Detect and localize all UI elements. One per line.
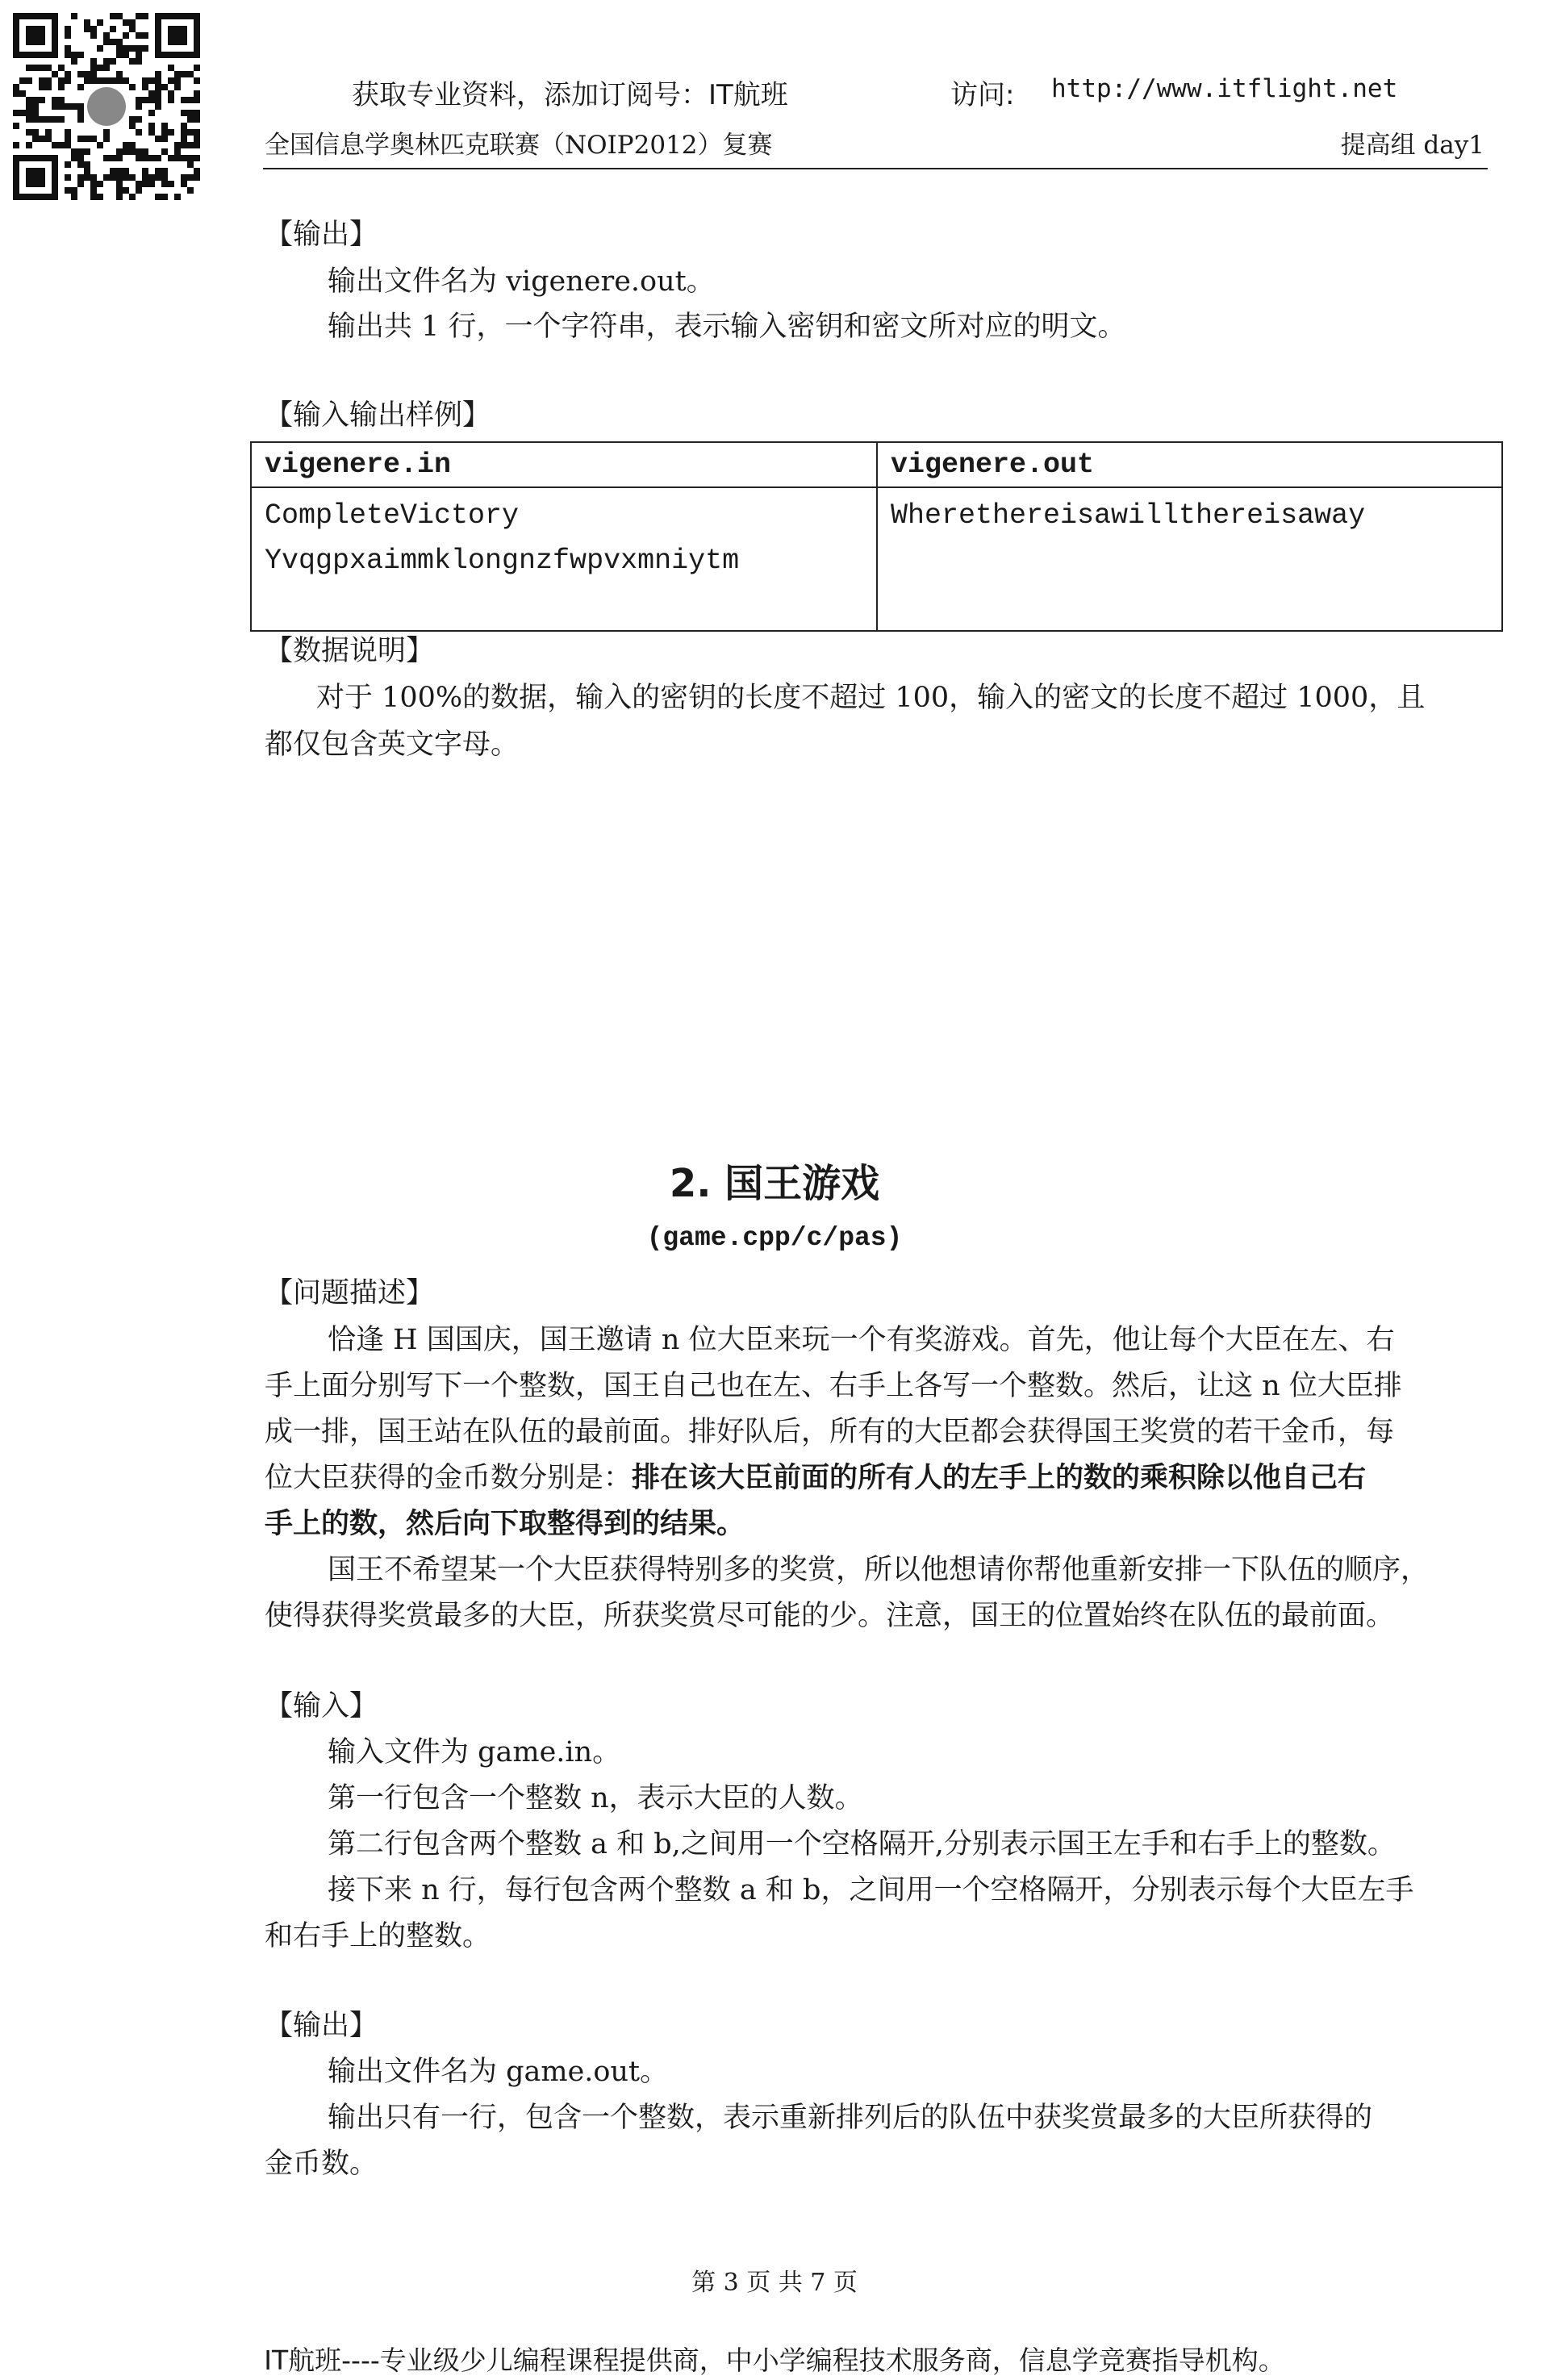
output-line: 输出文件名为 game.out。 — [328, 2056, 669, 2088]
input-line: 第一行包含一个整数 n，表示大臣的人数。 — [328, 1782, 863, 1814]
output-heading: 【输出】 — [265, 2010, 378, 2042]
description-line: 恰逢 H 国国庆，国王邀请 n 位大臣来玩一个有奖游戏。首先，他让每个大臣在左、右 — [328, 1324, 1395, 1356]
sample-output-line: Wherethereisawillthereisaway — [891, 499, 1366, 532]
output-line: 输出文件名为 vigenere.out。 — [328, 265, 715, 298]
description-line — [265, 1455, 1366, 1501]
sample-input-cell — [251, 487, 877, 631]
qr-code-image — [13, 13, 200, 200]
description-text: 位大臣获得的金币数分别是： — [265, 1462, 633, 1494]
description-emphasis: 排在该大臣前面的所有人的左手上的数的乘积除以他自己右 — [632, 1461, 1367, 1494]
input-line: 接下来 n 行，每行包含两个整数 a 和 b，之间用一个空格隔开，分别表示每个大臣左手 — [328, 1874, 1414, 1906]
description-emphasis-line: 手上的数，然后向下取整得到的结果。 — [265, 1507, 745, 1540]
sample-heading: 【输入输出样例】 — [265, 399, 491, 432]
data-desc-heading: 【数据说明】 — [265, 635, 435, 667]
page-number: 第 3 页 共 7 页 — [691, 2269, 858, 2297]
sample-input-line: Yvqgpxaimmklongnzfwpvxmniytm — [265, 545, 740, 577]
description-line: 成一排，国王站在队伍的最前面。排好队后，所有的大臣都会获得国王奖赏的若干金币，每 — [265, 1416, 1395, 1448]
problem-title: 2. 国王游戏 — [669, 1161, 880, 1206]
sample-io-table — [250, 441, 1503, 632]
description-line: 国王不希望某一个大臣获得特别多的奖赏，所以他想请你帮他重新安排一下队伍的顺序， — [328, 1554, 1430, 1586]
description-heading: 【问题描述】 — [265, 1277, 435, 1309]
header-contest-name: 全国信息学奥林匹克联赛（NOIP2012）复赛 — [265, 131, 773, 160]
sample-output-cell — [877, 487, 1502, 631]
data-desc-line: 都仅包含英文字母。 — [265, 729, 520, 761]
description-line: 使得获得奖赏最多的大臣，所获奖赏尽可能的少。注意，国王的位置始终在队伍的最前面。 — [265, 1600, 1395, 1632]
header-group-day: 提高组 day1 — [1340, 131, 1484, 160]
data-desc-line: 对于 100%的数据，输入的密钥的长度不超过 100，输入的密文的长度不超过 1000，且 — [316, 682, 1426, 714]
website-url[interactable]: http://www.itflight.net — [1051, 74, 1398, 103]
output-heading: 【输出】 — [265, 219, 378, 251]
sample-input-header: vigenere.in — [251, 442, 877, 487]
output-line: 金币数。 — [265, 2148, 378, 2180]
sample-output-header: vigenere.out — [877, 442, 1502, 487]
sample-input-line: CompleteVictory — [265, 499, 520, 532]
output-line: 输出共 1 行，一个字符串，表示输入密钥和密文所对应的明文。 — [328, 311, 1126, 343]
problem-files: (game.cpp/c/pas) — [646, 1223, 903, 1253]
footer-tagline: IT航班----专业级少儿编程课程提供商，中小学编程技术服务商，信息学竞赛指导机构。 — [264, 2345, 1285, 2376]
input-line: 第二行包含两个整数 a 和 b,之间用一个空格隔开,分别表示国王左手和右手上的整数。 — [328, 1828, 1396, 1860]
input-heading: 【输入】 — [265, 1690, 378, 1722]
subscribe-promo: 获取专业资料，添加订阅号：IT航班 — [352, 79, 788, 111]
input-line: 和右手上的整数。 — [265, 1920, 491, 1952]
header-divider — [263, 168, 1488, 169]
output-line: 输出只有一行，包含一个整数，表示重新排列后的队伍中获奖赏最多的大臣所获得的 — [328, 2102, 1373, 2134]
description-line: 手上面分别写下一个整数，国王自己也在左、右手上各写一个整数。然后，让这 n 位大臣排 — [265, 1370, 1402, 1402]
visit-label: 访问: — [950, 79, 1015, 111]
input-line: 输入文件为 game.in。 — [328, 1736, 621, 1768]
